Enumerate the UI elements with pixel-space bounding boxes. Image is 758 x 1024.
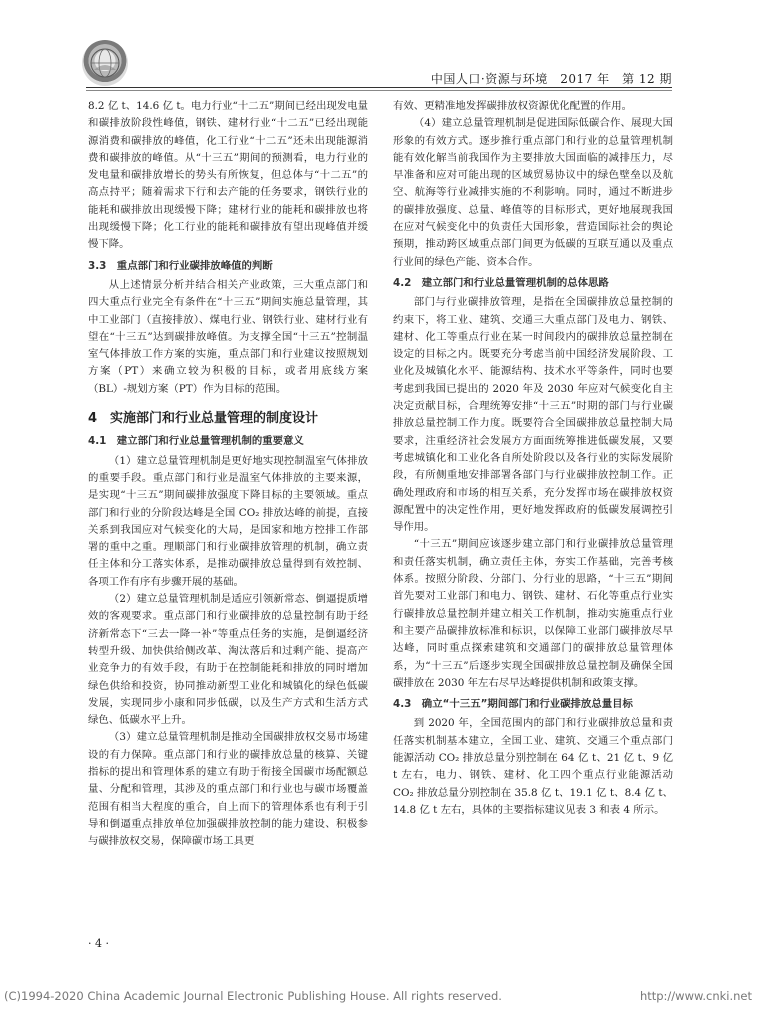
left-paragraph: 从上述情景分析并结合相关产业政策，三大重点部门和四大重点行业完全有条件在“十三五”期间实施总量管理，其中工业部门（直接排放）、煤电行业、钢铁行业、建材行业有望在“十三五”达到碳排放峰值。为支撑全国“十三五”控制温室气体排放工作方案的实施，重点部门和行业建议按照规划方案（PT）来确立较为积极的目标，或者用底线方案（BL）-规划方案（PT）作为目标的范围。 <box>88 278 368 395</box>
right-paragraph: 有效、更精准地发挥碳排放权资源优化配置的作用。 <box>393 100 632 112</box>
left-section-heading: 4 实施部门和行业总量管理的制度设计 <box>88 411 319 427</box>
journal-logo <box>82 40 128 86</box>
left-subsection-heading: 4.1 建立部门和行业总量管理机制的重要意义 <box>88 435 304 448</box>
header-rule-thin <box>86 90 672 91</box>
right-subsection-heading: 4.2 建立部门和行业总量管理机制的总体思路 <box>393 276 609 289</box>
right-paragraph: 到 2020 年，全国范围内的部门和行业碳排放总量和责任落实机制基本建立，全国工业、建筑、交通三个重点部门能源活动 CO₂ 排放总量分别控制在 64 亿 t、21 亿 t、9 亿 t 左右，电力、钢铁、建材、化工四个重点行业能源活动 CO₂ 排放总量分别控制在 35.8 亿 t、19.1 亿 t、8.4 亿 t、14.8 亿 t 左右，具体的主要指标建议见表 3 和表 4 所示。 <box>393 717 673 816</box>
right-subsection-heading: 4.3 确立“十三五”期间部门和行业碳排放总量目标 <box>393 698 633 711</box>
right-paragraph: 部门与行业碳排放管理，是指在全国碳排放总量控制的约束下，将工业、建筑、交通三大重点部门及电力、钢铁、建材、化工等重点行业在某一时间段内的碳排放总量控制在设定的目标之内。既要充分考虑当前中国经济发展阶段、工业化及城镇化水平、能源结构、技术水平等条件，同时也要考虑到我国已提出的 2020 年及 2030 年应对气候变化自主决定贡献目标，合理统筹安排“十三五”时期的部门与行业碳排放总量控制工作力度。既要符合全国碳排放总量控制大局要求，注重经济社会发展方方面面统筹推进低碳发展，又要考虑城镇化和工业化各自所处阶段以及各行业的实际发展阶段，有所侧重地安排部署各部门与行业碳排放控制工作。正确处理政府和市场的相互关系，充分发挥市场在碳排放权资源配置中的决定性作用，更好地发挥政府的低碳发展调控引导作用。 <box>393 296 673 534</box>
page-number: · 4 · <box>88 937 109 950</box>
right-paragraph: （4）建立总量管理机制是促进国际低碳合作、展现大国形象的有效方式。逐步推行重点部门和行业的总量管理机制能有效化解当前我国作为主要排放大国面临的减排压力，尽早准备和应对可能出现的区域贸易协议中的绿色壁垒以及航空、航海等行业减排实施的不利影响。同时，通过不断进步的碳排放强度、总量、峰值等的目标形式，更好地展现我国在应对气候变化中的负责任大国形象，营造国际社会的舆论预期，推动跨区域重点部门间更为低碳的互联互通以及重点行业间的绿色产能、资本合作。 <box>393 117 673 268</box>
left-paragraph: 8.2 亿 t、14.6 亿 t。电力行业“十二五”期间已经出现发电量和碳排放阶段性峰值，钢铁、建材行业“十二五”已经出现能源消费和碳排放的峰值，化工行业“十二五”还未出现能源消费和碳排放的峰值。从“十三五”期间的预测看，电力行业的发电量和碳排放增长的势头有所恢复，但总体与“十二五”的高点持平；随着需求下行和去产能的任务要求，钢铁行业的能耗和碳排放出现缓慢下降；建材行业的能耗和碳排放也将出现缓慢下降；化工行业的能耗和碳排放有望出现峰值并缓慢下降。 <box>88 100 368 251</box>
header-rule <box>86 87 672 88</box>
footer-url[interactable]: http://www.cnki.net <box>639 989 752 1003</box>
footer-copyright: (C)1994-2020 China Academic Journal Electronic Publishing House. All rights reserved. <box>4 989 502 1003</box>
left-paragraph: （1）建立总量管理机制是更好地实现控制温室气体排放的重要手段。重点部门和行业是温室气体排放的主要来源，是实现“十三五”期间碳排放强度下降目标的主要领域。重点部门和行业的分阶段达峰是全国 CO₂ 排放达峰的前提，直接关系到我国应对气候变化的大局，是国家和地方控排工作部署的重中之重。理顺部门和行业碳排放管理的机制，确立责任主体和分工落实体系，是推动碳排放总量得到有效控制、各项工作有序有步骤开展的基础。 <box>88 454 368 588</box>
right-paragraph: “十三五”期间应该逐步建立部门和行业碳排放总量管理和责任落实机制，确立责任主体，夯实工作基础，完善考核体系。按照分阶段、分部门、分行业的思路，“十三五”期间首先要对工业部门和电力、钢铁、建材、石化等重点行业实行碳排放总量控制并建立相关工作机制，推动实施重点行业和主要产品碳排放标准和标识，以保障工业部门碳排放尽早达峰，同时重点探索建筑和交通部门的碳排放总量管理体系，为“十三五”后逐步实现全国碳排放总量控制及确保全国碳排放在 2030 年左右尽早达峰提供机制和政策支撑。 <box>393 538 673 689</box>
right-column <box>393 98 673 819</box>
journal-header-title: 中国人口·资源与环境 2017 年 第 12 期 <box>430 72 672 86</box>
left-subsection-heading: 3.3 重点部门和行业碳排放峰值的判断 <box>88 259 273 272</box>
globe-icon <box>82 40 128 86</box>
left-paragraph: （2）建立总量管理机制是适应引领新常态、倒逼提质增效的客观要求。重点部门和行业碳排放的总量控制有助于经济新常态下“三去一降一补”等重点任务的实施，是倒逼经济转型升级、加快供给侧改革、淘汰落后和过剩产能、提高产业竞争力的有效手段，有助于在控制能耗和排放的同时增加绿色供给和投资，协同推动新型工业化和城镇化的绿色低碳发展，实现同步小康和同步低碳，以及生产方式和生活方式绿色、低碳水平上升。 <box>88 593 368 727</box>
left-column <box>88 98 368 850</box>
left-paragraph: （3）建立总量管理机制是推动全国碳排放权交易市场建设的有力保障。重点部门和行业的碳排放总量的核算、关键指标的提出和管理体系的建立有助于衔接全国碳市场配额总量、分配和管理，其涉及的重点部门和行业也与碳市场覆盖范围有相当大程度的重合，自上而下的管理体系也有利于引导和倒逼重点排放单位加强碳排放控制的能力建设、积极参与碳排放权交易，保障碳市场工具更 <box>88 731 368 848</box>
